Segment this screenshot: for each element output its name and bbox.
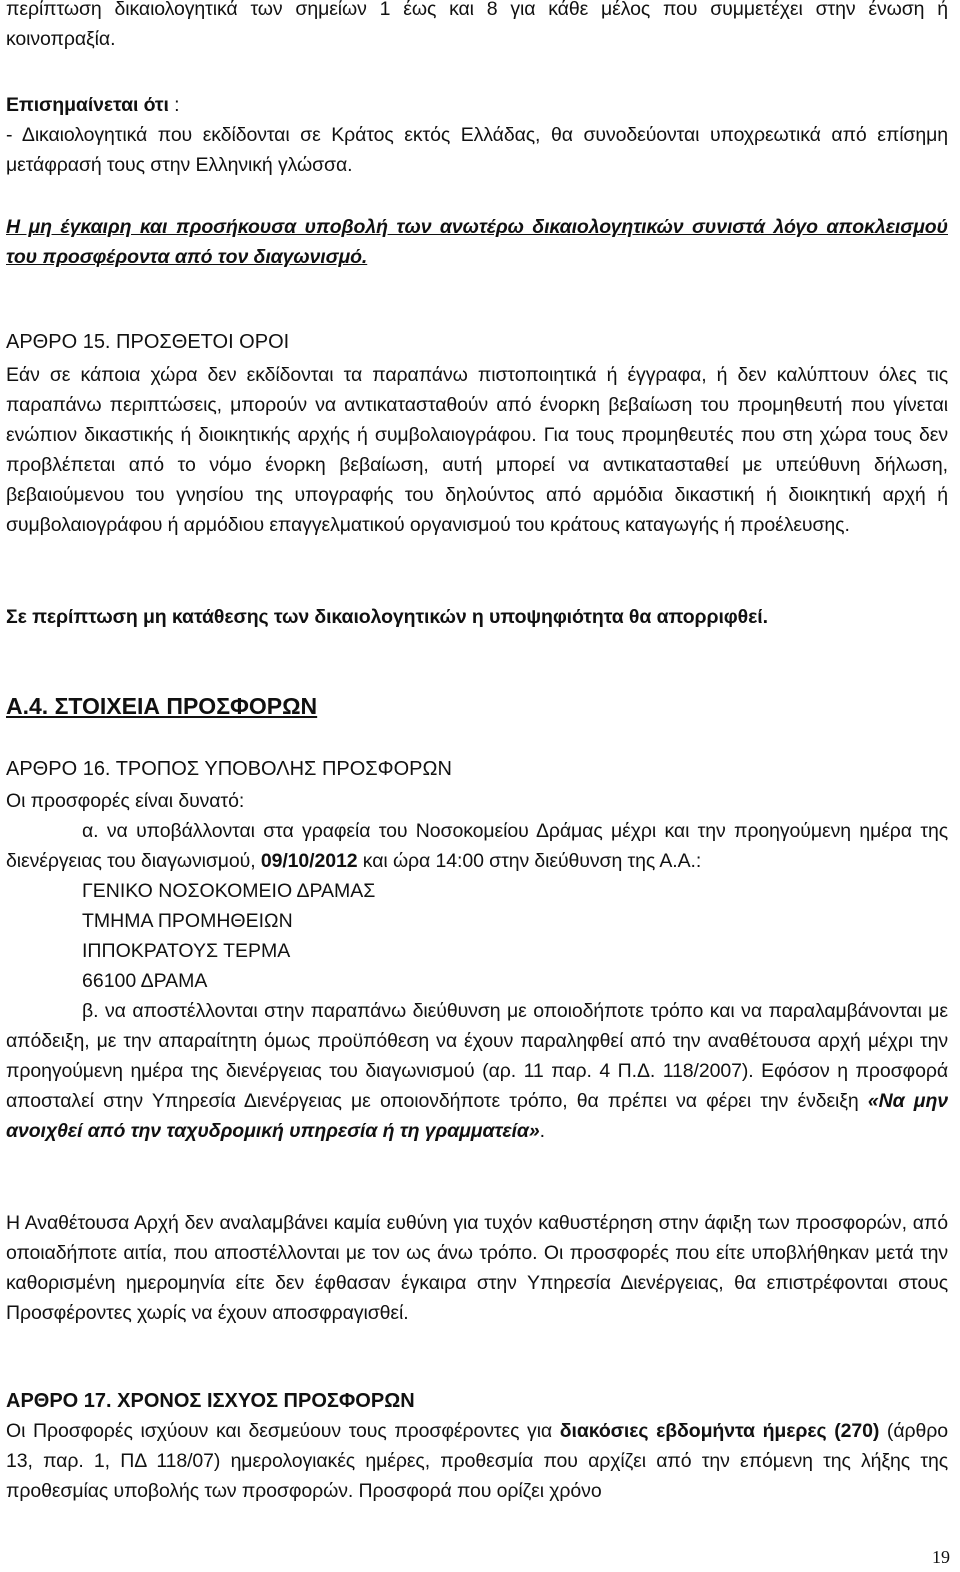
article-15-paragraph: Εάν σε κάποια χώρα δεν εκδίδονται τα παραπάνω πιστοποιητικά ή έγγραφα, ή δεν καλύπτουν όλες τις παραπάνω περιπτώσεις, μπορούν να αντικατασταθούν από ένορκη βεβαίωση του προμηθευτή που γίνεται ενώπιον δικαστικής ή διοικητικής αρχής ή συμβολαιογράφου. Για τους προμηθευτές που στη χώρα τους δεν προβλέπεται από το νόμο ένορκη βεβαίωση, αυτή μπορεί να αντικατασταθεί με υπεύθυνη δήλωση, βεβαιούμενου του γνησίου της υπογραφής του δηλούντος από αρμόδια δικαστική ή διοικητική αρχή ή συμβολαιογράφου ή αρμόδιου επαγγελματικού οργανισμού του κράτους καταγωγής ή προέλευσης. <box>6 364 948 536</box>
article-17-title: ΧΡΟΝΟΣ ΙΣΧΥΟΣ ΠΡΟΣΦΟΡΩΝ <box>111 1390 415 1412</box>
intro-paragraph: περίπτωση δικαιολογητικά των σημείων 1 έως και 8 για κάθε μέλος που συμμετέχει στην ένωση ή κοινοπραξία. <box>6 0 948 50</box>
liability-paragraph: Η Αναθέτουσα Αρχή δεν αναλαμβάνει καμία ευθύνη για τυχόν καθυστέρηση στην άφιξη των προσφορών, από οποιαδήποτε αιτία, που αποστέλλονται με τον ως άνω τρόπο. Οι προσφορές που είτε υποβλήθηκαν μετά την καθορισμένη ημερομηνία είτε δεν έφθασαν έγκαιρα στην Υπηρεσία Διενέργειας, θα επιστρέφονται στους Προσφέροντες χωρίς να έχουν αποσφραγισθεί. <box>6 1212 948 1324</box>
article-15-number: ΑΡΘΡΟ 15. <box>6 331 111 353</box>
note-colon: : <box>168 94 180 116</box>
article-16-title: ΤΡΟΠΟΣ ΥΠΟΒΟΛΗΣ ΠΡΟΣΦΟΡΩΝ <box>110 758 452 780</box>
article-15-rejection: Σε περίπτωση μη κατάθεσης των δικαιολογητικών η υποψηφιότητα θα απορριφθεί. <box>6 606 768 628</box>
address-line-2: ΤΜΗΜΑ ΠΡΟΜΗΘΕΙΩΝ <box>82 910 293 932</box>
article-16-intro: Οι προσφορές είναι δυνατό: <box>6 790 245 812</box>
article-15-title: ΠΡΟΣΘΕΤΟΙ ΟΡΟΙ <box>110 331 290 353</box>
validity-days: διακόσιες εβδομήντα ήμερες (270) <box>559 1420 880 1442</box>
article-16-number: ΑΡΘΡΟ 16. <box>6 758 111 780</box>
article-16-heading <box>6 754 452 784</box>
submission-date: 09/10/2012 <box>260 850 358 872</box>
article-15-heading <box>6 327 289 357</box>
option-a-text: α. να υποβάλλονται στα γραφεία του Νοσοκομείου Δράμας μέχρι και την προηγούμενη ημέρα της διενέργειας του διαγωνισμού, <box>6 820 948 872</box>
note-paragraph <box>6 90 948 180</box>
address-line-1: ΓΕΝΙΚΟ ΝΟΣΟΚΟΜΕΙΟ ΔΡΑΜΑΣ <box>82 880 376 902</box>
article-17-number: ΑΡΘΡΟ 17. <box>6 1390 112 1412</box>
note-text: - Δικαιολογητικά που εκδίδονται σε Κράτος εκτός Ελλάδας, θα συνοδεύονται υποχρεωτικά από επίσημη μετάφρασή τους στην Ελληνική γλώσσα. <box>6 124 948 176</box>
article-17-tail: (άρθρο 13, παρ. 1, ΠΔ 118/07) ημερολογιακές ημέρες, προθεσμία που αρχίζει από την επόμενη της λήξης της προθεσμίας υποβολής των προσφορών. Προσφορά που ορίζει χρόνο <box>6 1420 948 1502</box>
article-17-paragraph <box>6 1416 948 1506</box>
warning-paragraph: Η μη έγκαιρη και προσήκουσα υποβολή των ανωτέρω δικαιολογητικών συνιστά λόγο αποκλεισμού του προσφέροντα από τον διαγωνισμό. <box>6 216 948 268</box>
option-b-label-text: «Να μην ανοιχθεί από την ταχυδρομική υπηρεσία ή τη γραμματεία» <box>6 1090 949 1142</box>
article-16-option-a <box>6 816 948 876</box>
option-a-tail: και ώρα 14:00 στην διεύθυνση της Α.Α.: <box>357 850 702 872</box>
page-number: 19 <box>932 1547 950 1567</box>
address-line-3: ΙΠΠΟΚΡΑΤΟΥΣ ΤΕΡΜΑ <box>82 940 291 962</box>
option-b-tail: . <box>539 1120 545 1142</box>
address-line-4: 66100 ΔΡΑΜΑ <box>82 970 208 992</box>
note-label: Επισημαίνεται ότι <box>6 94 169 116</box>
article-17-text: Οι Προσφορές ισχύουν και δεσμεύουν τους προσφέροντες για <box>6 1420 560 1442</box>
article-17-heading <box>6 1386 415 1416</box>
section-a4-heading: Α.4. ΣΤΟΙΧΕΙΑ ΠΡΟΣΦΟΡΩΝ <box>6 693 318 719</box>
option-b-text: β. να αποστέλλονται στην παραπάνω διεύθυνση με οποιοδήποτε τρόπο και να παραλαμβάνονται με απόδειξη, με την απαραίτητη όμως προϋπόθεση να έχουν παραληφθεί από την αναθέτουσα αρχή μέχρι την προηγούμενη ημέρα της διενέργειας του διαγωνισμού (αρ. 11 παρ. 4 Π.Δ. 118/2007). Εφόσον η προσφορά αποσταλεί στην Υπηρεσία Διενέργειας με οποιονδήποτε τρόπο, θα πρέπει να φέρει την ένδειξη <box>6 1000 948 1112</box>
article-16-option-b <box>6 996 948 1146</box>
